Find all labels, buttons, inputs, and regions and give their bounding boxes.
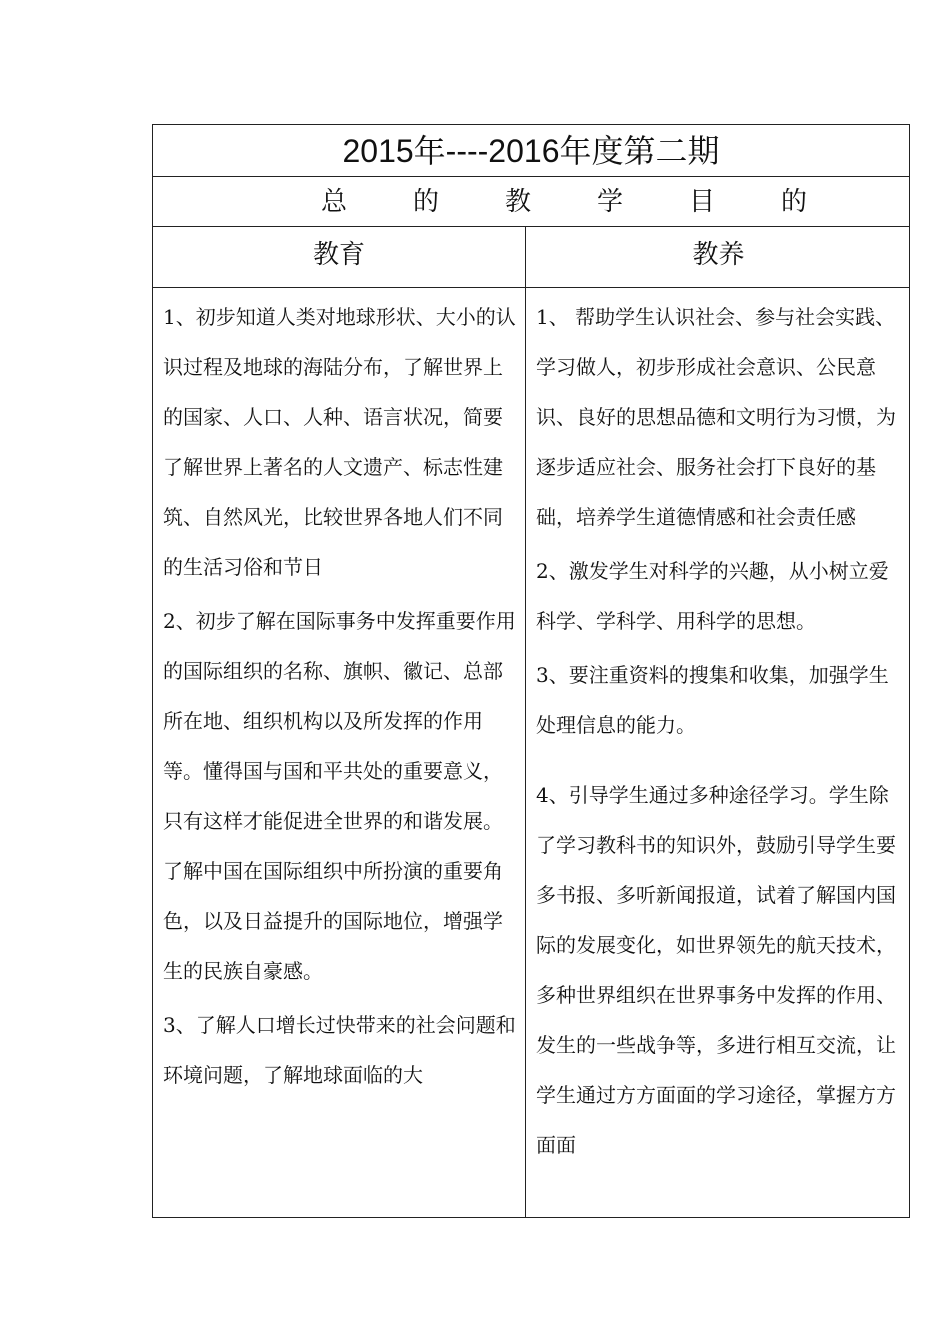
education-item-3: 3、了解人口增长过快带来的社会问题和环境问题，了解地球面临的大 bbox=[163, 1013, 516, 1087]
goal-row bbox=[153, 177, 909, 227]
column-header-education: 教育 bbox=[312, 240, 365, 270]
document-title: 2015年----2016年度第二期 bbox=[342, 133, 720, 169]
cultivation-item-1: 1、 帮助学生认识社会、参与社会实践、学习做人，初步形成社会意识、公民意识、良好的思想品德和文明行为习惯，为逐步适应社会、服务社会打下良好的基础，培养学生道德情感和社会责任感 bbox=[536, 305, 896, 529]
cultivation-item-4: 4、引导学生通过多种途径学习。学生除了学习教科书的知识外，鼓励引导学生要多书报、多听新闻报道，试着了解国内国际的发展变化，如世界领先的航天技术，多种世界组织在世界事务中发挥的作用、发生的一些战争等，多进行相互交流，让学生通过方方面面的学习途径，掌握方方面面 bbox=[536, 783, 896, 1157]
education-cell bbox=[163, 288, 519, 1217]
education-item-2: 2、初步了解在国际事务中发挥重要作用的国际组织的名称、旗帜、徽记、总部所在地、组织机构以及所发挥的作用等。懂得国与国和平共处的重要意义，只有这样才能促进全世界的和谐发展。了解中国在国际组织中所扮演的重要角色，以及日益提升的国际地位，增强学生的民族自豪感。 bbox=[163, 609, 516, 983]
column-header-cultivation: 教养 bbox=[692, 240, 745, 270]
cultivation-item-3: 3、要注重资料的搜集和收集，加强学生处理信息的能力。 bbox=[536, 663, 889, 737]
column-header-row bbox=[153, 227, 909, 288]
cultivation-cell bbox=[536, 288, 906, 1217]
cultivation-item-2: 2、激发学生对科学的兴趣，从小树立爱科学、学科学、用科学的思想。 bbox=[536, 559, 889, 633]
education-item-1: 1、初步知道人类对地球形状、大小的认识过程及地球的海陆分布，了解世界上的国家、人口、人种、语言状况，简要了解世界上著名的人文遗产、标志性建筑、自然风光，比较世界各地人们不同的生活习俗和节日 bbox=[163, 305, 516, 579]
column-divider bbox=[525, 227, 526, 1217]
objectives-table bbox=[152, 124, 910, 1218]
title-row bbox=[153, 125, 909, 177]
goal-heading: 总的教学目的 bbox=[321, 187, 874, 217]
